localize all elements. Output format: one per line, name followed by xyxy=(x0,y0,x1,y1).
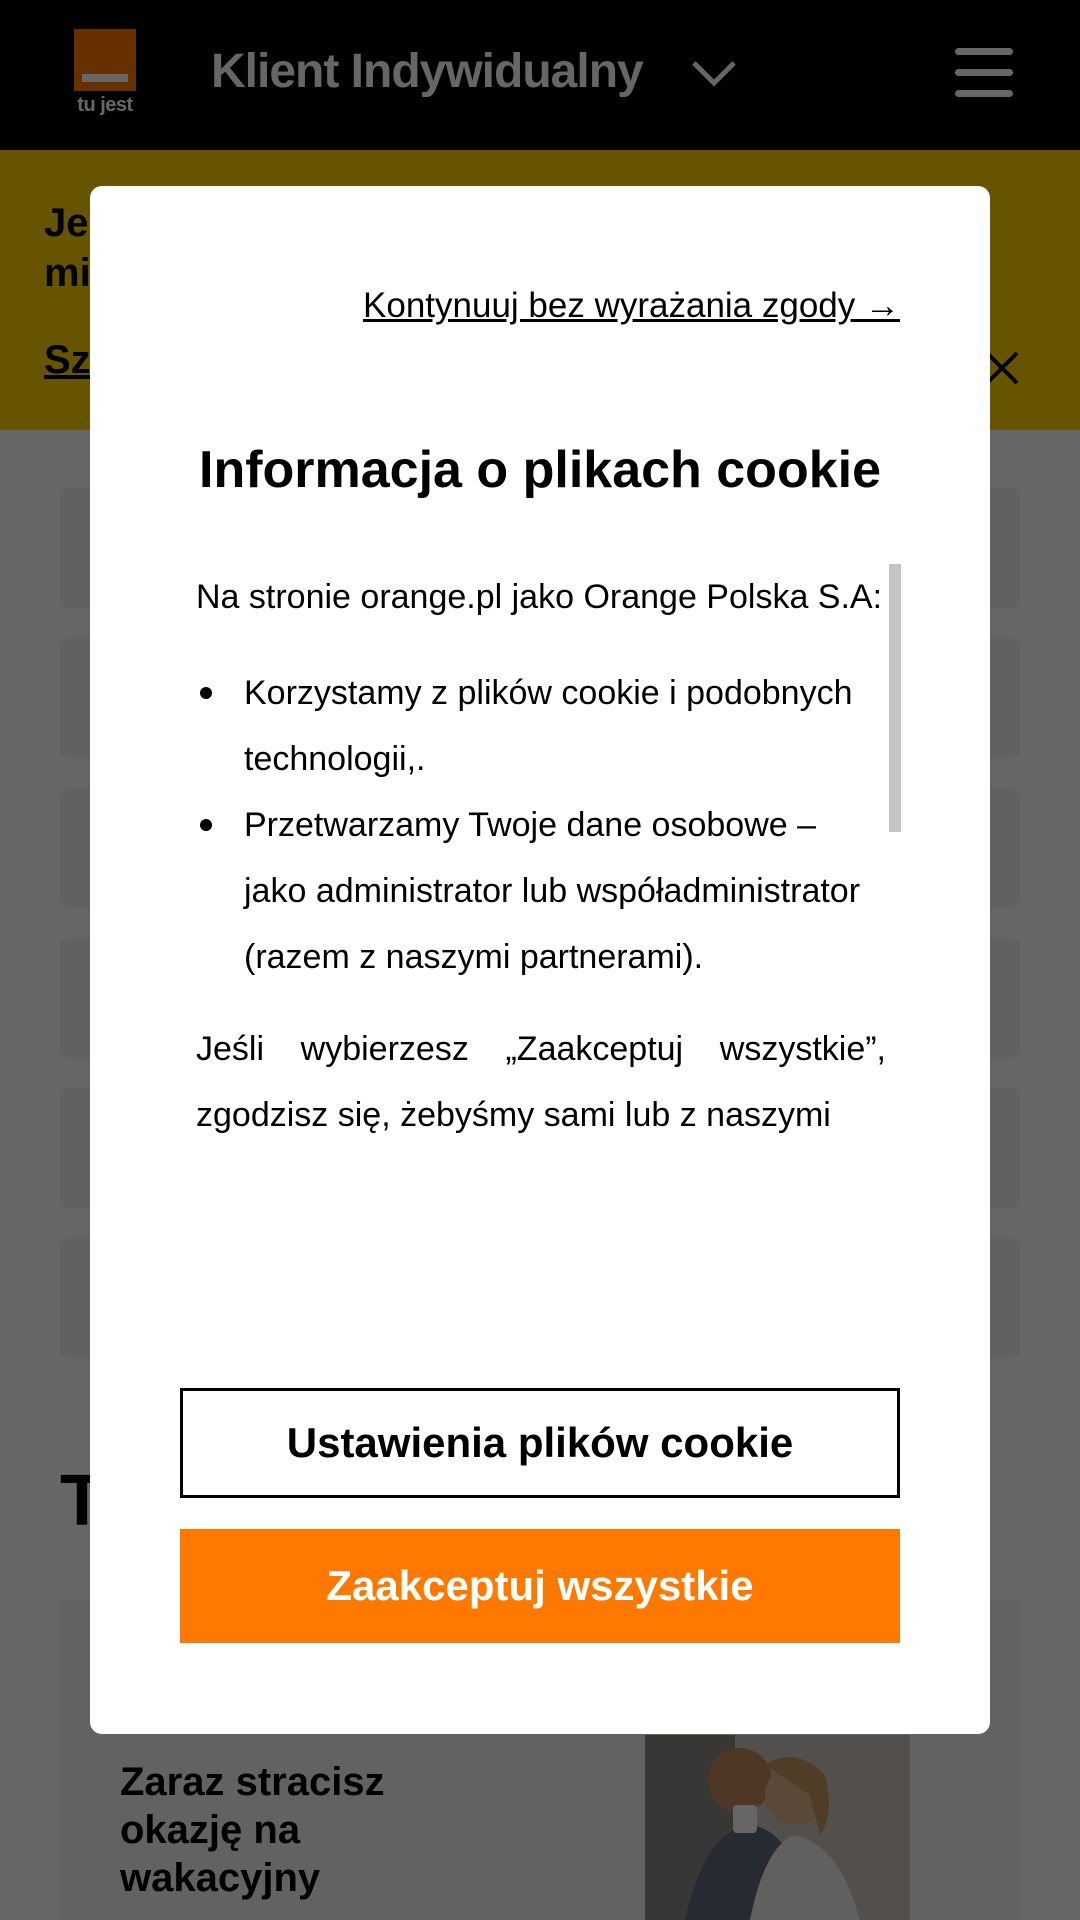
cookie-consent-modal xyxy=(90,186,990,1734)
modal-scroll-area[interactable] xyxy=(196,564,976,1474)
list-item: Korzystamy z plików cookie i podobnych technologii,. xyxy=(196,660,886,792)
cookie-settings-button[interactable]: Ustawienia plików cookie xyxy=(180,1388,900,1498)
scrollbar-thumb[interactable] xyxy=(889,564,901,832)
modal-title: Informacja o plikach cookie xyxy=(199,441,881,499)
list-item: Przetwarzamy Twoje dane osobowe – jako administrator lub współadministrator (razem z naszymi partnerami). xyxy=(196,792,886,990)
cookie-consent-paragraph: Jeśli wybierzesz „Zaakceptuj wszystkie”, zgodzisz się, żebyśmy sami lub z naszymi xyxy=(196,1030,886,1134)
continue-without-consent-link[interactable]: Kontynuuj bez wyrażania zgody → xyxy=(363,286,900,325)
cookie-intro-text: Na stronie orange.pl jako Orange Polska S.A: xyxy=(196,578,883,616)
accept-all-button[interactable]: Zaakceptuj wszystkie xyxy=(180,1529,900,1643)
cookie-bullet-list xyxy=(196,660,886,990)
